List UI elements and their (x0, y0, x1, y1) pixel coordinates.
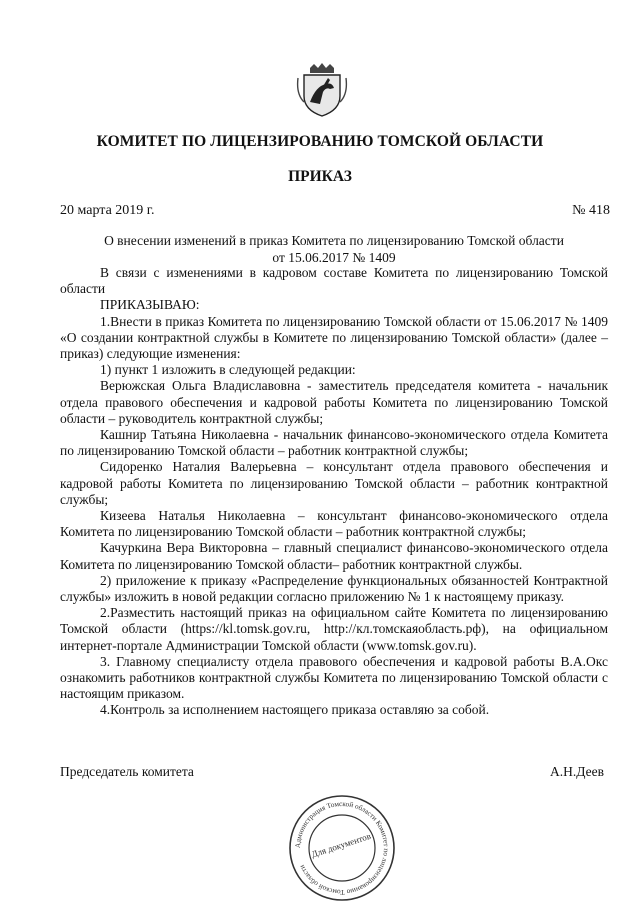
document-date: 20 марта 2019 г. (60, 203, 155, 218)
person-2: Кашнир Татьяна Николаевна - начальник финансово-экономического отдела Комитета по лицензированию Томской области – работник контрактной службы; (60, 427, 608, 459)
stamp-ring-text: Администрация Томской области Комитет по лицензированию Томской области (293, 799, 391, 897)
item-1-2: 2) приложение к приказу «Распределение функциональных обязанностей Контрактной службы» изложить в новой редакции согласно приложению № 1 к настоящему приказу. (60, 572, 608, 605)
document-type: ПРИКАЗ (288, 168, 352, 185)
person-4: Кизеева Наталья Николаевна – консультант финансово-экономического отдела Комитета по лицензированию Томской области – работник контрактной службы; (60, 508, 608, 540)
person-3: Сидоренко Наталия Валерьевна – консультант отдела правового обеспечения и кадровой работы Комитета по лицензированию Томской области – работник контрактной службы; (60, 459, 608, 507)
item-3: 3. Главному специалисту отдела правового обеспечения и кадровой работы В.А.Окс ознакомить работников контрактной службы Комитета по лицензированию Томской области с настоящим приказом. (60, 653, 608, 702)
person-1: Верюжская Ольга Владиславовна - заместитель председателя комитета - начальник отдела правового обеспечения и кадровой работы Комитета по лицензированию Томской области – руководитель контрактной службы; (60, 378, 608, 426)
document-subject (60, 232, 608, 266)
document-body (60, 265, 608, 719)
tomsk-coat-of-arms-icon (296, 62, 348, 118)
signatory-position: Председатель комитета (60, 764, 194, 779)
official-stamp-icon (286, 792, 398, 904)
document-number: № 418 (572, 203, 610, 218)
item-2: 2.Разместить настоящий приказ на официальном сайте Комитета по лицензированию Томской области (https://kl.tomsk.gov.ru, http://кл.томскаяобласть.рф), на официальном интернет-портале Администрации Томской области (www.tomsk.gov.ru). (60, 605, 608, 653)
signatory-name: А.Н.Деев (550, 764, 604, 779)
item-1: 1.Внести в приказ Комитета по лицензированию Томской области от 15.06.2017 № 1409 «О создании контрактной службы в Комитете по лицензированию Томской области» (далее – приказ) следующие изменения: (60, 313, 608, 362)
item-1-1: 1) пункт 1 изложить в следующей редакции: (100, 362, 356, 378)
order-word: ПРИКАЗЫВАЮ: (100, 297, 200, 313)
subject-line-1: О внесении изменений в приказ Комитета по лицензированию Томской области (104, 233, 564, 248)
stamp-center-text: Для документов (310, 830, 373, 860)
person-5: Качуркина Вера Викторовна – главный специалист финансово-экономического отдела Комитета по лицензированию Томской области– работник контрактной службы. (60, 540, 608, 572)
intro-paragraph: В связи с изменениями в кадровом составе Комитета по лицензированию Томской области (60, 265, 608, 297)
organization-name: КОМИТЕТ ПО ЛИЦЕНЗИРОВАНИЮ ТОМСКОЙ ОБЛАСТИ (96, 133, 544, 150)
item-4: 4.Контроль за исполнением настоящего приказа оставляю за собой. (100, 702, 490, 718)
subject-line-2: от 15.06.2017 № 1409 (272, 250, 396, 265)
